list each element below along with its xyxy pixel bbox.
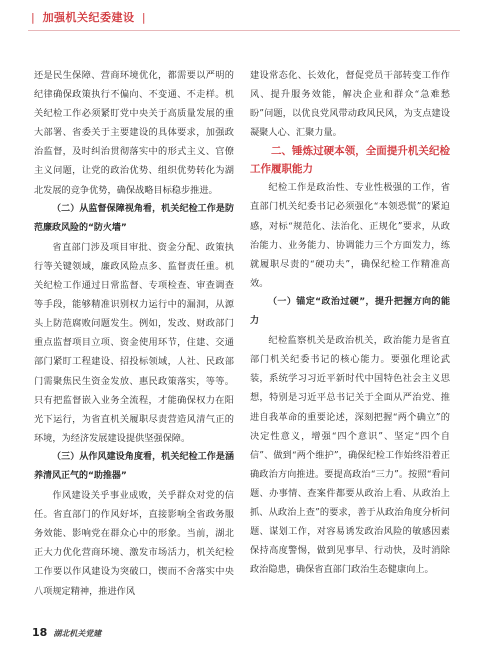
section-heading: 二、锤炼过硬本领，全面提升机关纪检工作履职能力 (250, 145, 450, 176)
paragraph: 纪检工作是政治性、专业性极强的工作，省直部门机关纪委书记必须强化“本领恐慌”的紧迫感，对标“规范化、法治化、正规化”要求，从政治能力、业务能力、协调能力三个方面发力，练就履职尽责的“硬功夫”，确保纪检工作精准高效。 (250, 182, 450, 289)
paragraph: 纪检监察机关是政治机关，政治能力是省直部门机关纪委书记的核心能力。要强化理论武装，系统学习习近平新时代中国特色社会主义思想，特别是习近平总书记关于全面从严治党、推进自我革命的重要论述，深刻把握“两个确立”的决定性意义，增强“四个意识”、坚定“四个自信”、做到“两个维护”，确保纪检工作始终沿着正确政治方向推进。要提高政治“三力”。按照“看问题、办事情、查案件都要从政治上看、从政治上抓、从政治上查”的要求，善于从政治角度分析问题、谋划工作，对容易诱发政治风险的敏感因素保持高度警惕，做到见事早、行动快，及时消除政治隐患，确保省直部门政治生态健康向上。 (250, 335, 450, 576)
subheading: （一）锚定“政治过硬”，提升把握方向的能力 (250, 296, 450, 327)
header-bar-right: | (141, 11, 147, 24)
page-number: 18 (32, 626, 48, 639)
paragraph: 省直部门涉及项目审批、资金分配、政策执行等关键领域，廉政风险点多、监督责任重。机关纪检工作通过日常监督、专项检查、审查调查等手段，能够精准识别权力运行中的漏洞，从源头上防范腐败问题发生。例如，发改、财政部门重点监督项目立项、资金使用环节，住建、交通部门紧盯工程建设、招投标领域，人社、民政部门需聚焦民生资金发放、惠民政策落实，等等。只有把监督嵌入业务全流程，才能确保权力在阳光下运行，为省直机关履职尽责营造风清气正的环境，为经济发展建设提供坚强保障。 (34, 241, 234, 444)
paragraph: 作风建设关乎事业成败，关乎群众对党的信任。省直部门的作风好坏，直接影响全省政务服务效能、影响党在群众心中的形象。当前，湖北正大力优化营商环境、激发市场活力，机关纪检工作要以作风建设为突破口，锲而不舍落实中央八项规定精神，推进作风 (34, 490, 234, 597)
header-divider (28, 30, 460, 31)
left-column (34, 66, 234, 601)
header-title: 加强机关纪委建设 (42, 11, 135, 24)
paragraph: 建设常态化、长效化，督促党员干部转变工作作风、提升服务效能，解决企业和群众“急难愁盼”问题，以优良党风带动政风民风，为支点建设凝聚人心、汇聚力量。 (250, 70, 450, 139)
running-header (28, 9, 149, 25)
page-footer (32, 626, 101, 639)
header-bar-left: | (31, 11, 36, 24)
paragraph: 还是民生保障、营商环境优化，都需要以严明的纪律确保政策执行不偏向、不变通、不走样。机关纪检工作必须紧盯党中央关于高质量发展的重大部署、省委关于主要建设的具体要求，加强政治监督，及时纠治贯彻落实中的形式主义、官僚主义问题，让党的政治优势、组织优势转化为湖北发展的竞争优势，确保战略目标稳步推进。 (34, 70, 234, 196)
right-column (250, 66, 450, 579)
publication-name: 湖北机关党建 (53, 629, 102, 638)
subheading: （三）从作风建设角度看，机关纪检工作是涵养清风正气的“助推器” (34, 451, 234, 481)
subheading: （二）从监督保障视角看，机关纪检工作是防范廉政风险的“防火墙” (34, 203, 234, 233)
